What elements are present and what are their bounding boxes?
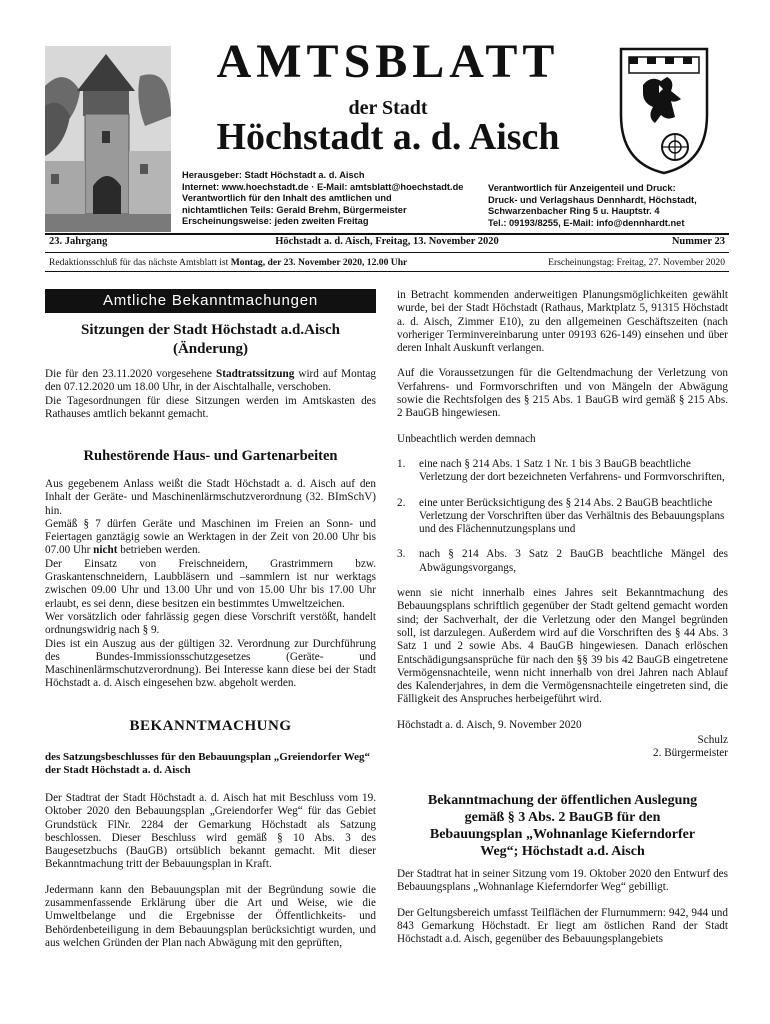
sitzungen-para: [45, 368, 376, 395]
rule-bottom: [45, 271, 729, 272]
ruhe-para5: Dies ist ein Auszug aus der gültigen 32. Verordnung zur Durchführung des Bundes-Immissionsschutzgesetzes (Geräte- und Maschinenlärmschutzverordnung). Bei Interesse kann diese bei der Stadt Höchstadt a. d. Aisch eingesehen bzw. abgeholt werden.: [45, 637, 376, 690]
rule-top: [45, 233, 729, 235]
list-item: [397, 497, 728, 537]
right-date: Höchstadt a. d. Aisch, 9. November 2020: [397, 718, 582, 731]
article-sitzungen: [45, 368, 376, 421]
heading-sitzungen-line2: (Änderung): [172, 341, 248, 357]
publisher-line: Herausgeber: Stadt Höchstadt a. d. Aisch: [182, 170, 365, 180]
heading-bekanntmachung: BEKANNTMACHUNG: [129, 718, 292, 734]
heading-auslegung-line: Bekanntmachung der öffentlichen Auslegung: [427, 793, 698, 808]
right-para3: Unbeachtlich werden demnach: [397, 432, 536, 445]
ruhe-p2-bold: nicht: [93, 544, 118, 557]
article-auslegung: [397, 868, 728, 946]
bek-para1: Der Stadtrat der Stadt Höchstadt a. d. Aisch hat mit Beschluss vom 19. Oktober 2020 den Bebauungsplan „Greiendorfer Weg“ für das Gebiet Grundstück FlNr. 2284 der Gemarkung Höchstadt als Satzung beschlossen. Dieser Beschluss wird gemäß § 10 Abs. 3 des Baugesetzbuchs (BauGB) ortsüblich bekannt gemacht. Mit dieser Bekanntmachung tritt der Bebauungsplan in Kraft.: [45, 792, 376, 871]
heading-sitzungen-line1: Sitzungen der Stadt Höchstadt a.d.Aisch: [81, 322, 340, 338]
issue-jahrgang: 23. Jahrgang: [49, 236, 108, 247]
article-greiendorfer-cont: [397, 289, 728, 761]
deadline-date: Montag, der 23. November 2020, 12.00 Uhr: [230, 257, 408, 268]
coat-of-arms-logo: [615, 45, 713, 177]
masthead-city: Höchstadt a. d. Aisch: [216, 116, 560, 158]
bekanntmachung-sub-text: des Satzungsbeschlusses für den Bebauungsplan „Greiendorfer Weg“ der Stadt Höchstadt a. d. Aisch: [45, 751, 370, 777]
printer-line: Druck- und Verlagshaus Dennhardt, Höchstadt,: [488, 194, 697, 205]
deadline-prefix: Redaktionsschluß für das nächste Amtsblatt ist: [49, 257, 231, 268]
ruhe-p2c: betrieben werden.: [117, 544, 201, 557]
ruhe-para1: Aus gegebenem Anlass weißt die Stadt Höchstadt a. d. Aisch auf den Inhalt der Geräte- und Maschinenlärmschutzverordnung (32. BImSchV) hin.: [45, 478, 376, 517]
deadline-text: [49, 257, 407, 268]
heading-ruhestoerende: Ruhestörende Haus- und Gartenarbeiten: [83, 448, 338, 464]
ruhe-p2a: Gemäß § 7 dürfen Geräte und Maschinen im Freien an Sonn- und Feiertagen ganztägig sowie an Werktagen in der Zeit von 20.00 Uhr bis 07.00 Uhr: [45, 517, 376, 557]
next-issue-date: Erscheinungstag: Freitag, 27. November 2020: [548, 257, 725, 268]
auslegung-para2: Der Geltungsbereich umfasst Teilflächen der Flurnummern: 942, 944 und 843 Gemarkung Höchstadt. Er liegt am östlichen Rand der Stadt Höchstadt a.d. Aisch, gegenüber des Bebauungsplangebiets: [397, 906, 728, 946]
sitzungen-text1: Die für den 23.11.2020 vorgesehene: [45, 368, 217, 380]
list-item: [397, 548, 728, 575]
issue-place-date: Höchstadt a. d. Aisch, Freitag, 13. November 2020: [275, 236, 499, 247]
sitzungen-text2: wird auf Montag den 07.12.2020 um 18.00 Uhr, in der Aischtalhalle, verschoben.: [45, 368, 376, 394]
heading-auslegung-line: Weg“; Höchstadt a.d. Aisch: [480, 844, 645, 859]
list-item-number: 1.: [397, 457, 406, 470]
article-ruhestoerende: [45, 478, 376, 691]
printer-line: Verantwortlich für Anzeigenteil und Druck:: [488, 183, 676, 193]
list-item-text: eine unter Berücksichtigung des § 214 Abs. 2 BauGB beachtliche Verletzung der Vorschriften über das Verhältnis des Bebauungsplans und des Flächennutzungsplans und: [419, 496, 725, 536]
signature-title: 2. Bürgermeister: [653, 747, 728, 760]
auslegung-para1: Der Stadtrat hat in seiner Sitzung vom 19. Oktober 2020 den Entwurf des Bebauungsplans „Wohnanlage Kieferndorfer Weg“ gebilligt.: [397, 868, 728, 894]
publisher-line: nichtamtlichen Teils: Gerald Brehm, Bürgermeister: [182, 204, 407, 215]
publisher-line: Internet: www.hoechstadt.de · E-Mail: amtsblatt@hoechstadt.de: [182, 181, 464, 192]
ruhe-para4: Wer vorsätzlich oder fahrlässig gegen diese Vorschrift verstößt, handelt ordnungswidrig nach § 9.: [45, 610, 376, 637]
heading-auslegung-line: Bebauungsplan „Wohnanlage Kieferndorfer: [429, 827, 696, 842]
masthead-title: AMTSBLATT: [216, 35, 560, 88]
list-item: [397, 458, 728, 485]
list-item-number: 3.: [397, 548, 406, 561]
right-para1: in Betracht kommenden anderweitigen Planungsmöglichkeiten gewählt wurde, bei der Stadt Höchstadt (Rathaus, Marktplatz 5, 91315 Höchstadt a. d. Aisch, Zimmer E10), zu den allgemeinen Geschäftszeiten (nach vorheriger Terminvereinbarung unter 09193 626-149) einsehen und über deren Inhalt Auskunft verlangen.: [397, 289, 728, 355]
right-para2: Auf die Voraussetzungen für die Geltendmachung der Verletzung von Verfahrens- und Formvorschriften und von Mängeln der Abwägung sowie die Rechtsfolgen des § 215 Abs. 1 BauGB wird gemäß § 215 Abs. 2 BauGB hingewiesen.: [397, 367, 728, 420]
bek-para2: Jedermann kann den Bebauungsplan mit der Begründung sowie die zusammenfassende Erklärung über die Art und Weise, wie die Umweltbelange und die Ergebnisse der Öffentlichkeits- und Behördenbeteiligung in dem Bebauungsplan berücksichtigt wurden, und aus welchen Gründen der Plan nach Abwägung mit den geprüften,: [45, 883, 376, 949]
printer-line: Schwarzenbacher Ring 5 u. Hauptstr. 4: [488, 206, 660, 217]
masthead-subtitle: der Stadt: [348, 97, 428, 119]
list-item-text: nach § 214 Abs. 3 Satz 2 BauGB beachtliche Mängel des Abwägungsvorgangs,: [419, 548, 728, 574]
publisher-info: [182, 170, 482, 228]
rule-middle: [45, 252, 729, 253]
printer-line: Tel.: 09193/8255, E-Mail: info@dennhardt.net: [488, 217, 685, 228]
heading-auslegung: [397, 792, 728, 860]
ruhe-para3: Der Einsatz von Freischneidern, Grastrimmern bzw. Graskantenschneidern, Laubbläsern und –sammlern ist nur werktags zwischen 09.00 Uhr und 13.00 Uhr und von 15.00 Uhr bis 17.00 Uhr erlaubt, es sei denn, diese besitzen ein bestimmtes Umweltzeichen.: [45, 557, 376, 610]
heading-auslegung-line: gemäß § 3 Abs. 2 BauGB für den: [464, 810, 661, 825]
bekanntmachung-subheading: [45, 751, 376, 778]
publisher-line: Verantwortlich für den Inhalt des amtlichen und: [182, 193, 392, 204]
tower-photo: [45, 46, 171, 232]
sitzungen-bold: Stadtratssitzung: [216, 368, 295, 380]
section-band-amtliche: Amtliche Bekanntmachungen: [45, 289, 376, 313]
issue-number: Nummer 23: [671, 236, 725, 247]
signature-name: Schulz: [697, 734, 728, 747]
sitzungen-para2: Die Tagesordnungen für diese Sitzungen werden im Amtskasten des Rathauses amtlich bekannt gemacht.: [45, 394, 376, 420]
right-para4: wenn sie nicht innerhalb eines Jahres seit Bekanntmachung des Bebauungsplans schriftlich gegenüber der Stadt geltend gemacht worden sind; der Sachverhalt, der die Verletzung oder den Mangel begründen soll, ist darzulegen. Außerdem wird auf die Vorschriften des § 44 Abs. 3 Satz 1 und 2 sowie Abs. 4 BauGB hingewiesen. Danach erlöschen Entschädigungsansprüche für nach den §§ 39 bis 42 BauGB eingetretene Vermögensnachteile, wenn nicht innerhalb von drei Jahren nach Ablauf des Kalenderjahres, in dem die Vermögensnachteile eingetreten sind, die Fälligkeit des Anspruches herbeigeführt wird.: [397, 587, 728, 706]
list-item-text: eine nach § 214 Abs. 1 Satz 1 Nr. 1 bis 3 BauGB beachtliche Verletzung der dort bezeichneten Verfahrens- und Formvorschriften,: [419, 457, 725, 484]
heading-sitzungen: [45, 321, 376, 359]
article-bekanntmachung: [45, 792, 376, 950]
ruhe-para2: [45, 518, 376, 558]
publisher-line: Erscheinungsweise: jeden zweiten Freitag: [182, 216, 369, 227]
list-item-number: 2.: [397, 496, 406, 509]
printer-info: [488, 183, 728, 229]
